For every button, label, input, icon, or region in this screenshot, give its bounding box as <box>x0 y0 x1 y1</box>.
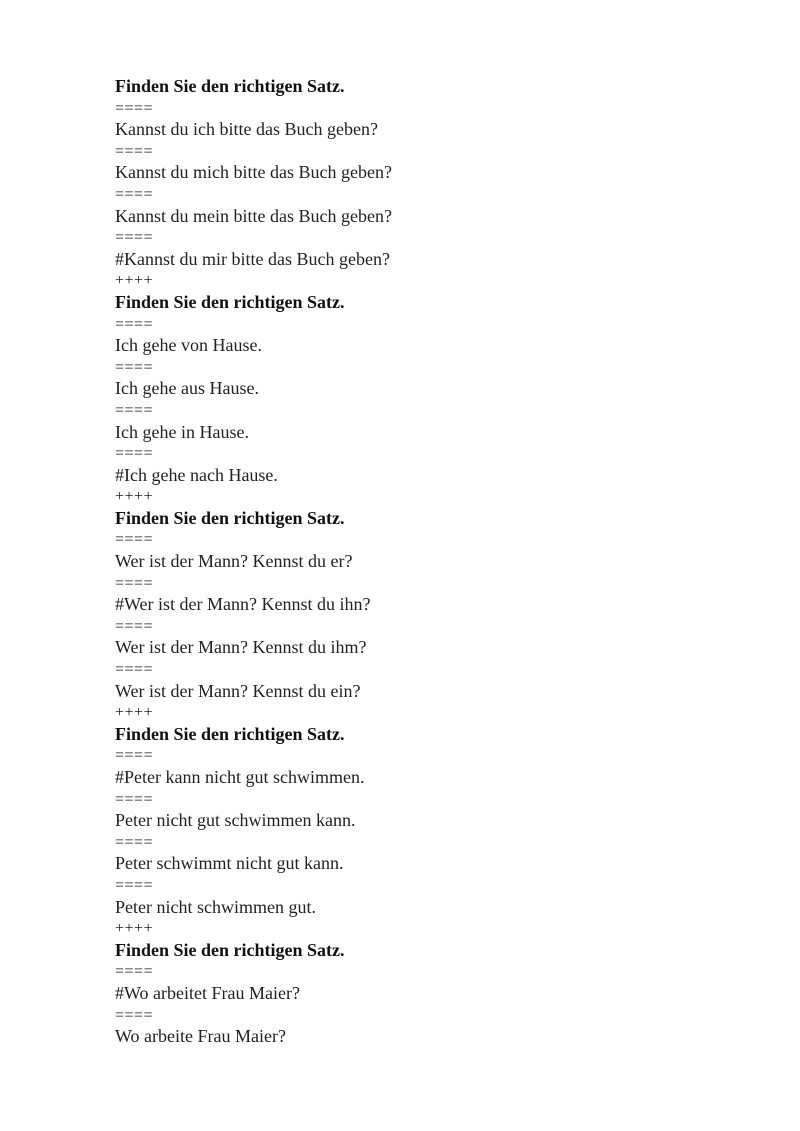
answer-option-correct: #Kannst du mir bitte das Buch geben? <box>115 248 390 269</box>
answer-option: Ich gehe aus Hause. <box>115 378 259 399</box>
option-separator: ==== <box>115 963 154 981</box>
answer-option: Peter nicht gut schwimmen kann. <box>115 810 356 831</box>
answer-option: Peter schwimmt nicht gut kann. <box>115 853 344 874</box>
question-prompt: Finden Sie den richtigen Satz. <box>115 507 345 528</box>
question-separator: ++++ <box>115 920 154 938</box>
answer-option: Wer ist der Mann? Kennst du er? <box>115 551 353 572</box>
question-prompt: Finden Sie den richtigen Satz. <box>115 723 345 744</box>
answer-option: Wer ist der Mann? Kennst du ihm? <box>115 637 367 658</box>
option-separator: ==== <box>115 358 154 376</box>
option-separator: ==== <box>115 315 154 333</box>
answer-option: Ich gehe von Hause. <box>115 335 262 356</box>
option-separator: ==== <box>115 229 154 247</box>
answer-option: Kannst du mich bitte das Buch geben? <box>115 162 392 183</box>
option-separator: ==== <box>115 747 154 765</box>
answer-option-correct: #Peter kann nicht gut schwimmen. <box>115 767 365 787</box>
answer-option: Wer ist der Mann? Kennst du ein? <box>115 680 361 701</box>
answer-option: Kannst du mein bitte das Buch geben? <box>115 205 392 226</box>
option-separator: ==== <box>115 142 154 160</box>
option-separator: ==== <box>115 531 154 549</box>
question-prompt: Finden Sie den richtigen Satz. <box>115 939 345 960</box>
option-separator: ==== <box>115 445 154 463</box>
option-separator: ==== <box>115 401 154 419</box>
answer-option: Kannst du ich bitte das Buch geben? <box>115 119 378 140</box>
question-prompt: Finden Sie den richtigen Satz. <box>115 76 345 96</box>
option-separator: ==== <box>115 574 154 592</box>
document-page <box>115 76 755 1048</box>
answer-option-correct: #Wo arbeitet Frau Maier? <box>115 982 300 1003</box>
answer-option-correct: #Wer ist der Mann? Kennst du ihn? <box>115 594 371 615</box>
answer-option-correct: #Ich gehe nach Hause. <box>115 464 278 485</box>
question-separator: ++++ <box>115 272 154 290</box>
option-separator: ==== <box>115 833 154 851</box>
option-separator: ==== <box>115 661 154 679</box>
question-separator: ++++ <box>115 488 154 506</box>
answer-option: Ich gehe in Hause. <box>115 421 249 442</box>
option-separator: ==== <box>115 99 154 117</box>
question-separator: ++++ <box>115 704 154 722</box>
option-separator: ==== <box>115 185 154 203</box>
option-separator: ==== <box>115 1006 154 1024</box>
option-separator: ==== <box>115 617 154 635</box>
option-separator: ==== <box>115 790 154 808</box>
question-prompt: Finden Sie den richtigen Satz. <box>115 291 345 312</box>
answer-option: Peter nicht schwimmen gut. <box>115 896 316 917</box>
answer-option: Wo arbeite Frau Maier? <box>115 1026 286 1047</box>
option-separator: ==== <box>115 876 154 894</box>
